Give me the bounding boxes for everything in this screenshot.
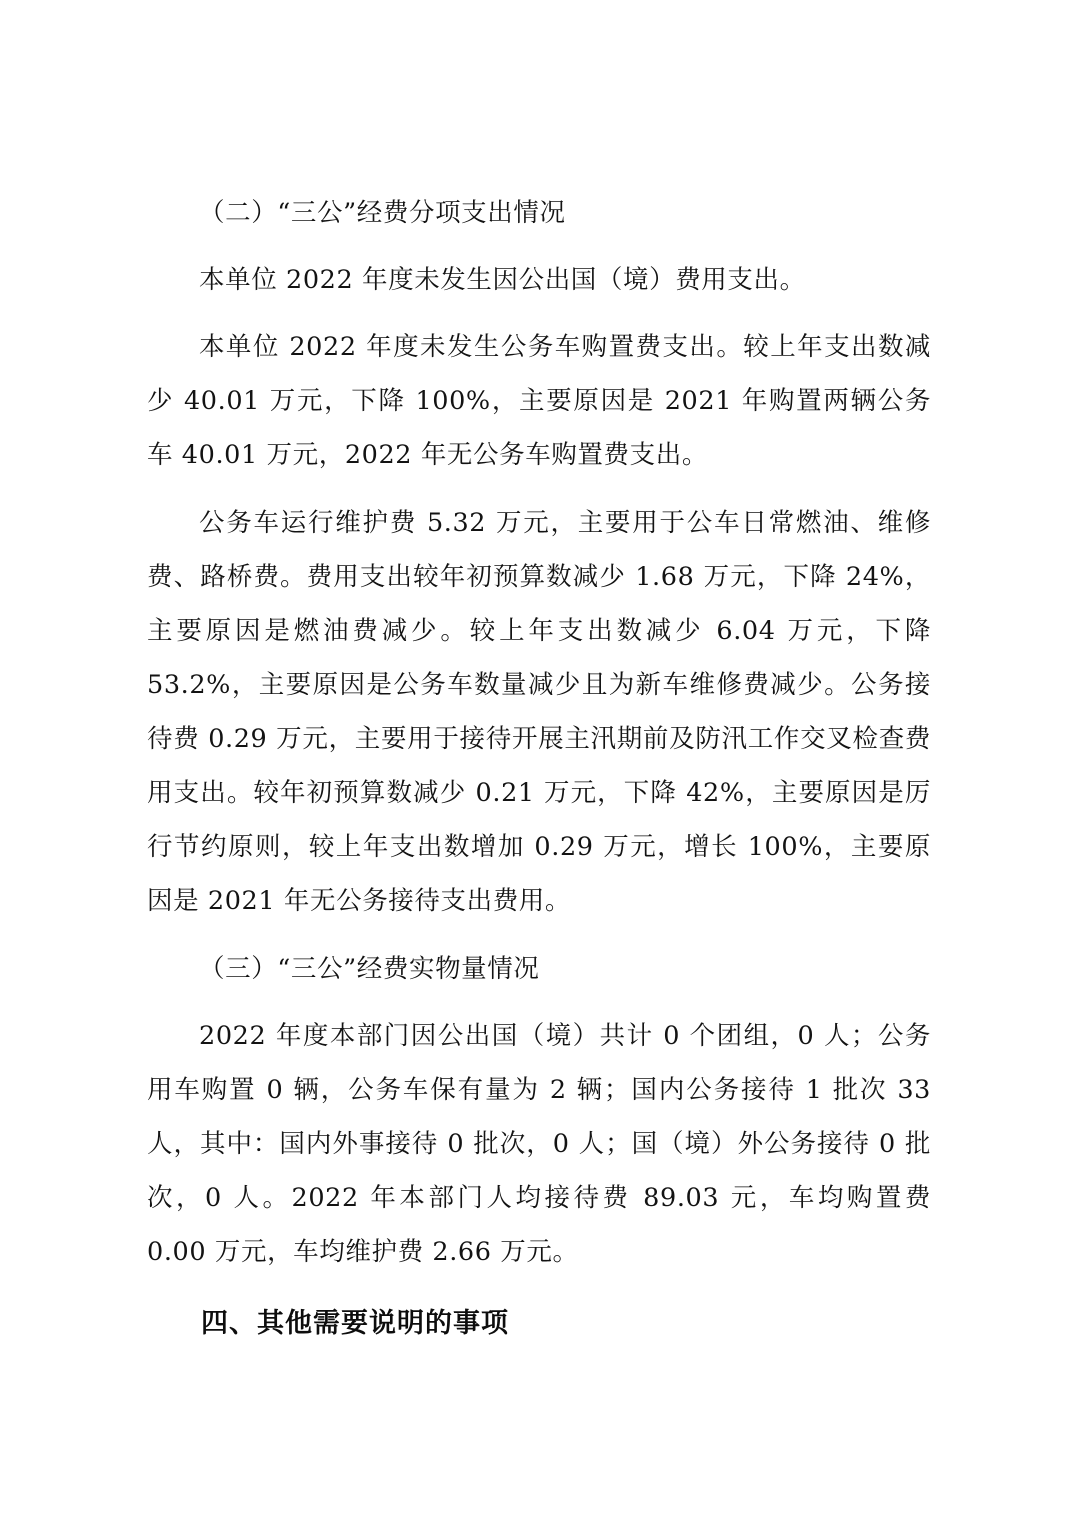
block-spacer [147,240,931,253]
paragraph-overseas-travel-expense: 本单位 2022 年度未发生因公出国（境）费用支出。 [199,265,806,295]
subheading-three-public-physical-quantity: （三）“三公”经费实物量情况 [199,954,540,984]
heading-other-matters: 四、其他需要说明的事项 [201,1308,509,1339]
paragraph-vehicle-operation-and-reception: 公务车运行维护费 5.32 万元，主要用于公车日常燃油、维修费、路桥费。费用支出较年初预算数减少 1.68 万元，下降 24%，主要原因是燃油费减少。较上年支出数减少 6.04 万元，下降 53.2%，主要原因是公务车数量减少且为新车维修费减少。公务接待费 0.29 万元，主要用于接待开展主汛期前及防汛工作交叉检查费用支出。较年初预算数减少 0.21 万元，下降 42%，主要原因是厉行节约原则，较上年支出数增加 0.29 万元，增长 100%，主要原因是 2021 年无公务接待支出费用。 [147,508,931,916]
subheading-three-public-itemized: （二）“三公”经费分项支出情况 [199,198,566,228]
block-spacer [147,1279,931,1297]
paragraph-official-vehicle-purchase: 本单位 2022 年度未发生公务车购置费支出。较上年支出数减少 40.01 万元，下降 100%，主要原因是 2021 年购置两辆公务车 40.01 万元，2022 年无公务车购置费支出。 [147,332,931,470]
block-spacer [147,307,931,320]
document-body [147,186,931,1351]
block-spacer [147,482,931,496]
paragraph-physical-quantity-details: 2022 年度本部门因公出国（境）共计 0 个团组，0 人；公务用车购置 0 辆，公务车保有量为 2 辆；国内公务接待 1 批次 33 人，其中：国内外事接待 0 批次，0 人；国（境）外公务接待 0 批次，0 人。2022 年本部门人均接待费 89.03 元，车均购置费 0.00 万元，车均维护费 2.66 万元。 [147,1021,931,1267]
block-spacer [147,996,931,1009]
block-spacer [147,928,931,942]
